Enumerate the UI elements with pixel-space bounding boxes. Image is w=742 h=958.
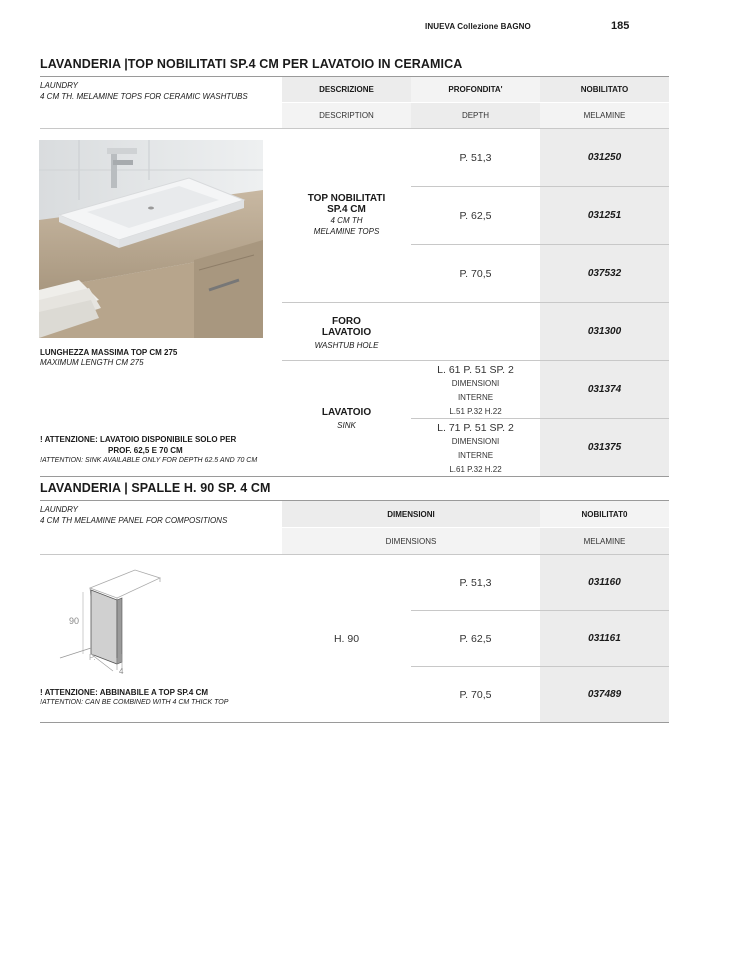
group-label: LAVATOIO [321,407,372,418]
warning-note-en: !ATTENTION: CAN BE COMBINED WITH 4 CM THICK TOP [40,699,229,706]
col-header-nobilitato: NOBILITATO [540,77,669,102]
depth-cell: P. 70,5 [459,267,492,280]
col-header-profondita: PROFONDITA' [411,77,540,102]
group-label-en: WASHTUB HOLE [314,341,379,350]
col-header-nobilitato: NOBILITAT0 [540,501,669,527]
group-label: FORO [332,316,361,327]
depth-cell: P. 70,5 [459,688,492,701]
section1-subtitle [40,80,248,102]
depth-cell: P. 62,5 [459,632,492,645]
code-cell: 031374 [540,361,669,418]
section2-subtitle [40,504,227,526]
warning-note: ! ATTENZIONE: LAVATOIO DISPONIBILE SOLO PER [40,435,237,444]
code-cell: 031251 [540,187,669,244]
depth-value: L. 61 P. 51 SP. 2 [437,364,514,376]
group-label: TOP NOBILITATI [307,193,386,204]
code-cell: 031250 [540,129,669,186]
depth-cell: P. 51,3 [459,151,492,164]
code-cell: 031161 [540,611,669,666]
max-length-note: LUNGHEZZA MASSIMA TOP CM 275 [40,348,178,357]
page-number: 185 [611,20,630,32]
group-label-en: 4 CM TH [330,216,363,225]
subtitle-line: LAUNDRY [40,505,78,514]
group-lavatoio [282,407,411,431]
group-label-en: SINK [337,421,356,430]
dim-label: INTERNE [457,393,494,402]
warning-note: PROF. 62,5 E 70 CM [108,446,183,455]
dim-label: DIMENSIONI [451,437,500,446]
divider [40,722,669,723]
group-foro-lavatoio [282,316,411,351]
group-label: SP.4 CM [327,204,366,215]
section2-title: LAVANDERIA | SPALLE H. 90 SP. 4 CM [40,481,271,495]
subtitle-line: 4 CM TH MELAMINE PANEL FOR COMPOSITIONS [40,516,228,525]
sink-dimensions-cell [411,421,540,477]
subtitle-line: 4 CM TH. MELAMINE TOPS FOR CERAMIC WASHTUBS [40,92,248,101]
max-length-note-en: MAXIMUM LENGTH CM 275 [40,358,144,367]
group-label-en: MELAMINE TOPS [313,227,380,236]
depth-label: P. [89,653,96,662]
divider [40,476,669,477]
dim-label: INTERNE [457,451,494,460]
dim-value: L.51 P.32 H.22 [449,407,502,416]
col-header-dimensioni: DIMENSIONI [282,501,540,527]
col-subheader-dimensions: DIMENSIONS [282,528,540,554]
warning-note-en: !ATTENTION: SINK AVAILABLE ONLY FOR DEPTH 62.5 AND 70 CM [40,457,258,464]
col-subheader-depth: DEPTH [411,103,540,128]
depth-cell: P. 62,5 [459,209,492,222]
warning-note: ! ATTENZIONE: ABBINABILE A TOP SP.4 CM [40,688,209,697]
depth-cell: P. 51,3 [459,576,492,589]
height-cell: H. 90 [333,632,360,645]
col-subheader-description: DESCRIPTION [282,103,411,128]
code-cell: 037532 [540,245,669,302]
depth-value: L. 71 P. 51 SP. 2 [437,422,514,434]
code-cell: 031300 [540,303,669,360]
code-cell: 031375 [540,419,669,476]
col-subheader-melamine: MELAMINE [540,103,669,128]
group-top-nobilitati [282,193,411,237]
thickness-label: 4 [119,667,124,676]
brand-header: INUEVA Collezione BAGNO [425,22,531,31]
subtitle-line: LAUNDRY [40,81,78,90]
dim-label: DIMENSIONI [451,379,500,388]
sink-dimensions-cell [411,363,540,419]
col-header-descrizione: DESCRIZIONE [282,77,411,102]
side-panel-diagram [55,566,165,678]
dim-value: L.61 P.32 H.22 [449,465,502,474]
code-cell: 037489 [540,667,669,722]
washtub-product-photo [39,140,263,338]
height-label: 90 [69,616,80,626]
code-cell: 031160 [540,555,669,610]
col-subheader-melamine: MELAMINE [540,528,669,554]
section1-title: LAVANDERIA |TOP NOBILITATI SP.4 CM PER LAVATOIO IN CERAMICA [40,57,463,71]
group-label: LAVATOIO [321,327,372,338]
